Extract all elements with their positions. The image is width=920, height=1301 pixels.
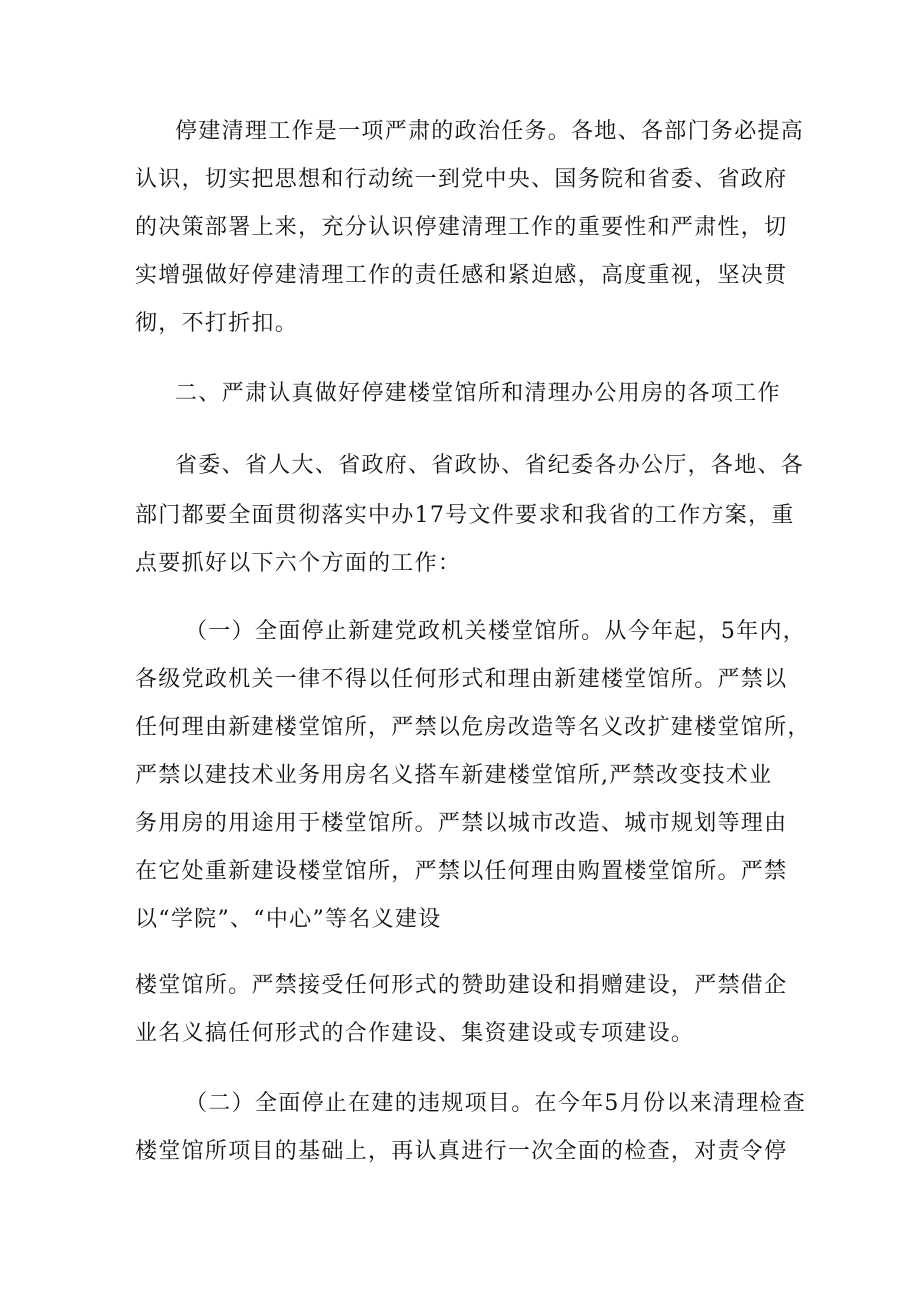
item-1-line-5: 务用房的用途用于楼堂馆所。严禁以城市改造、城市规划等理由 xyxy=(135,811,788,836)
paragraph-1-line-1: 停建清理工作是一项严肃的政治任务。各地、各部门务必提高 xyxy=(175,119,805,144)
item-2-line-2: 楼堂馆所项目的基础上，再认真进行一次全面的检查，对责令停 xyxy=(135,1139,788,1164)
item-1-continuation-line-2: 业名义搞任何形式的合作建设、集资建设或专项建设。 xyxy=(135,1021,695,1046)
item-1-line-2: 各级党政机关一律不得以任何形式和理由新建楼堂馆所。严禁以 xyxy=(135,667,788,692)
paragraph-1-line-2: 认识，切实把思想和行动统一到党中央、国务院和省委、省政府 xyxy=(135,167,788,192)
paragraph-1-line-5: 彻，不打折扣。 xyxy=(135,311,299,336)
item-1-line-4: 严禁以建技术业务用房名义搭车新建楼堂馆所,严禁改变技术业 xyxy=(135,763,773,788)
item-1-line-3: 任何理由新建楼堂馆所，严禁以危房改造等名义改扩建楼堂馆所， xyxy=(135,715,811,740)
item-1-line-7: 以“学院”、“中心”等名义建设 xyxy=(135,907,442,932)
paragraph-2-line-1: 省委、省人大、省政府、省政协、省纪委各办公厅，各地、各 xyxy=(175,453,805,478)
paragraph-2-line-2: 部门都要全面贯彻落实中办17号文件要求和我省的工作方案，重 xyxy=(135,503,795,528)
paragraph-1-line-4: 实增强做好停建清理工作的责任感和紧迫感，高度重视，坚决贯 xyxy=(135,263,788,288)
item-1-line-1: （一）全面停止新建党政机关楼堂馆所。从今年起，5年内， xyxy=(185,619,807,644)
paragraph-1-line-3: 的决策部署上来，充分认识停建清理工作的重要性和严肃性，切 xyxy=(135,215,788,240)
item-1-continuation-line-1: 楼堂馆所。严禁接受任何形式的赞助建设和捐赠建设，严禁借企 xyxy=(135,973,788,998)
item-2-line-1: （二）全面停止在建的违规项目。在今年5月份以来清理检查 xyxy=(185,1091,807,1116)
section-heading-2: 二、严肃认真做好停建楼堂馆所和清理办公用房的各项工作 xyxy=(175,381,781,406)
item-1-line-6: 在它处重新建设楼堂馆所，严禁以任何理由购置楼堂馆所。严禁 xyxy=(135,859,788,884)
paragraph-2-line-3: 点要抓好以下六个方面的工作： xyxy=(135,551,462,576)
